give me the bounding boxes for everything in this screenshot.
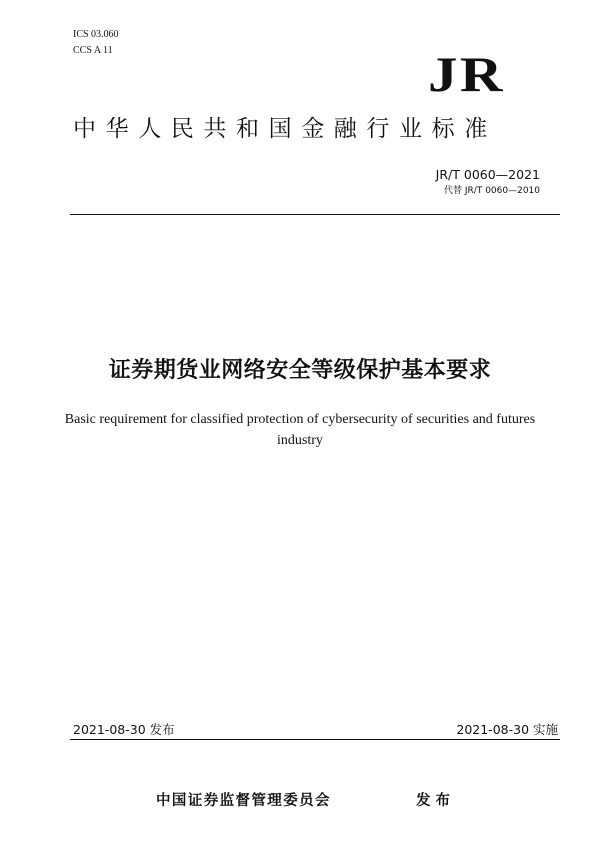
standard-category-title: 中华人民共和国金融行业标准 [73,116,497,142]
standard-code: JR/T 0060—2021 [435,167,540,182]
ccs-code: CCS A 11 [73,45,113,56]
document-title-english: Basic requirement for classified protection of cybersecurity of securities and futures industry [64,412,536,448]
replaces-note: 代替 JR/T 0060—2010 [444,186,540,196]
issue-date: 2021-08-30 发布 [73,722,175,737]
document-title-chinese: 证券期货业网络安全等级保护基本要求 [108,358,492,383]
issuing-authority: 中国证券监督管理委员会 [156,793,331,809]
issue-label: 发布 [416,793,455,809]
top-divider [70,214,560,215]
bottom-divider [70,739,560,740]
jr-logo: JR [428,46,505,102]
implementation-date: 2021-08-30 实施 [456,722,558,737]
ics-code: ICS 03.060 [73,29,119,40]
